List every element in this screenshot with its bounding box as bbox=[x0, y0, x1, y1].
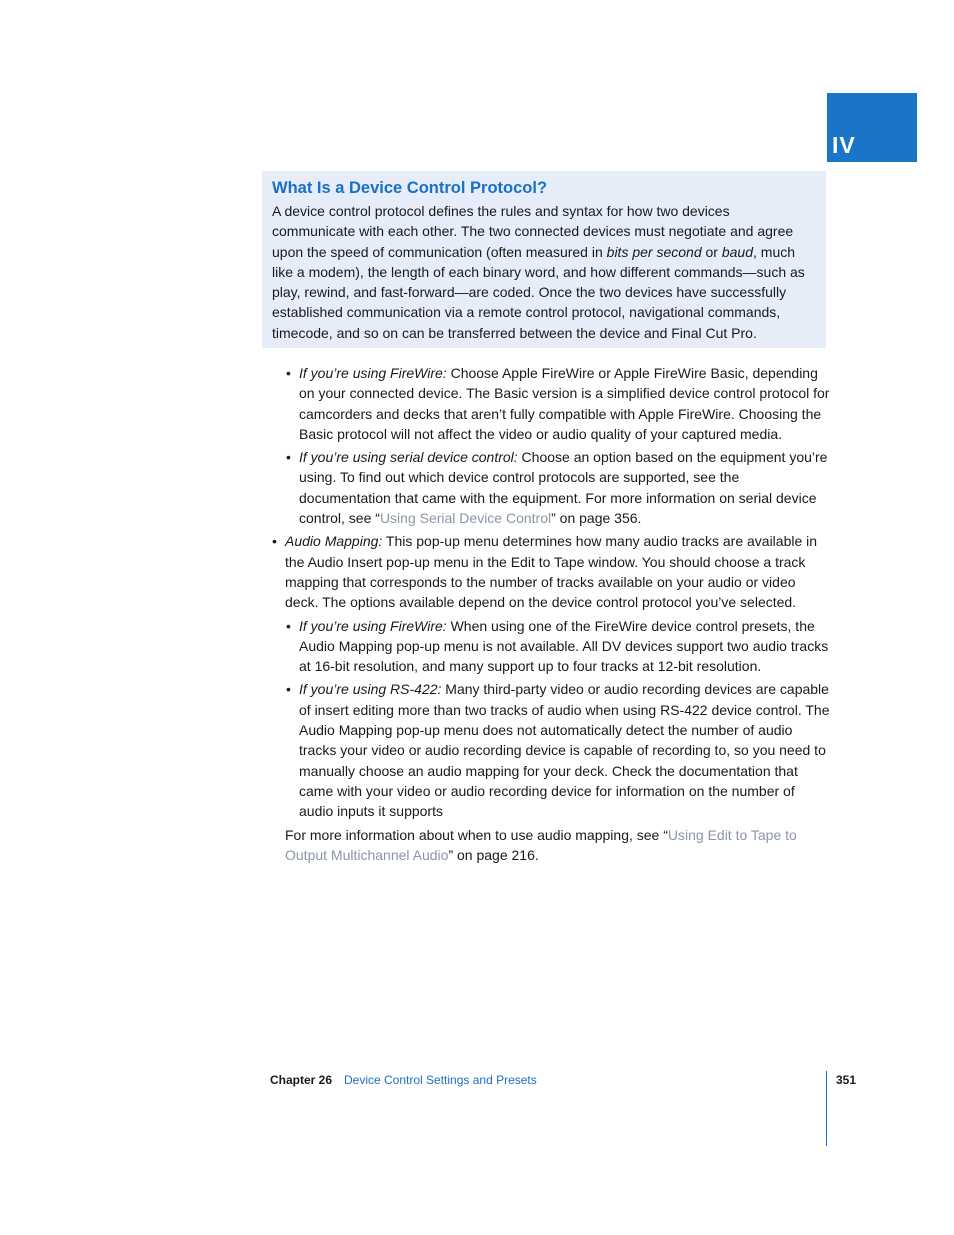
item-text: When using one of the FireWire device control presets, the Audio Mapping pop-up menu is not available. All DV devices support two audio tracks at 16-bit resolution, and many support up to four tracks at 12-bit resolution. bbox=[299, 617, 829, 675]
item-text: This pop-up menu determines how many audio tracks are available in the Audio Insert pop-up menu in the Edit to Tape window. You should choose a track mapping that corresponds to the number of tracks available on your audio or video deck. The options available depend on the device control protocol you’ve selected. bbox=[285, 533, 818, 611]
sidebar-box bbox=[262, 171, 826, 348]
item-lead: If you’re using serial device control: bbox=[299, 449, 518, 466]
item-text: Choose Apple FireWire or Apple FireWire Basic, depending on your connected device. The Basic version is a simplified device control protocol for camcorders and decks that aren’t fully compatible with Apple FireWire. Choosing the Basic protocol will not affect the video or audio quality of your captured media. bbox=[299, 365, 830, 442]
item-text: Many third-party video or audio recording devices are capable of insert editing more than two tracks of audio when using RS-422 device control. The Audio Mapping pop-up menu does not automatically detect the number of audio tracks your video or audio recording device is capable of recording to, so you need to manually choose an audio mapping for your deck. Check the documentation that came with your video or audio recording device for information on the number of audio inputs it supports bbox=[299, 681, 830, 820]
item-text: Choose an option based on the equipment you’re using. To find out which device control protocols are supported, see the documentation that came with the equipment. For more information on serial device control, see “ bbox=[299, 449, 828, 527]
sidebar-emphasis-1: bits per second bbox=[606, 243, 702, 260]
page-number: 351 bbox=[836, 1073, 857, 1087]
closing-text: For more information about when to use audio mapping, see “ bbox=[285, 826, 668, 843]
part-tab bbox=[827, 93, 917, 162]
bullet: • bbox=[286, 365, 291, 381]
footer-chapter-title[interactable]: Device Control Settings and Presets bbox=[344, 1073, 537, 1087]
bullet: • bbox=[286, 617, 291, 634]
closing-paragraph bbox=[270, 825, 830, 866]
sidebar-text-2: or bbox=[701, 243, 722, 260]
sidebar-title: What Is a Device Control Protocol? bbox=[272, 179, 548, 197]
multichannel-audio-link[interactable]: Using Edit to Tape to Output Multichannel Audio bbox=[285, 826, 797, 863]
item-lead: If you’re using FireWire: bbox=[299, 617, 447, 634]
list-item bbox=[270, 616, 830, 677]
footer-divider bbox=[826, 1071, 827, 1146]
bullet: • bbox=[272, 533, 277, 550]
sidebar-text-1: A device control protocol defines the rules and syntax for how two devices communicate with each other. The two connected devices must negotiate and agree upon the speed of communication (often measured in bbox=[272, 203, 794, 260]
sidebar-emphasis-2: baud bbox=[721, 243, 753, 260]
serial-device-control-link[interactable]: Using Serial Device Control bbox=[379, 510, 552, 527]
list-item bbox=[270, 447, 830, 528]
bullet: • bbox=[286, 681, 291, 698]
bullet: • bbox=[286, 449, 291, 466]
item-lead: Audio Mapping: bbox=[285, 533, 383, 550]
part-tab-label: IV bbox=[832, 132, 856, 158]
list-item bbox=[270, 363, 830, 444]
sidebar-text-3: , much like a modem), the length of each binary word, and how different commands—such as play, rewind, and fast-forward—are coded. Once the two devices have successfully established communication via a remote control protocol, navigational commands, timecode, and so on can be transferred between the device and Final Cut Pro. bbox=[272, 243, 805, 341]
sidebar-paragraph bbox=[272, 201, 816, 343]
footer-chapter: Chapter 26 bbox=[270, 1073, 333, 1087]
item-lead: If you’re using FireWire: bbox=[299, 365, 447, 381]
body-text bbox=[270, 363, 830, 865]
list-item bbox=[270, 679, 830, 821]
item-lead: If you’re using RS-422: bbox=[299, 681, 442, 698]
list-item bbox=[270, 531, 830, 612]
item-text-after: ” on page 356. bbox=[551, 510, 642, 527]
closing-text-after: ” on page 216. bbox=[448, 846, 539, 863]
